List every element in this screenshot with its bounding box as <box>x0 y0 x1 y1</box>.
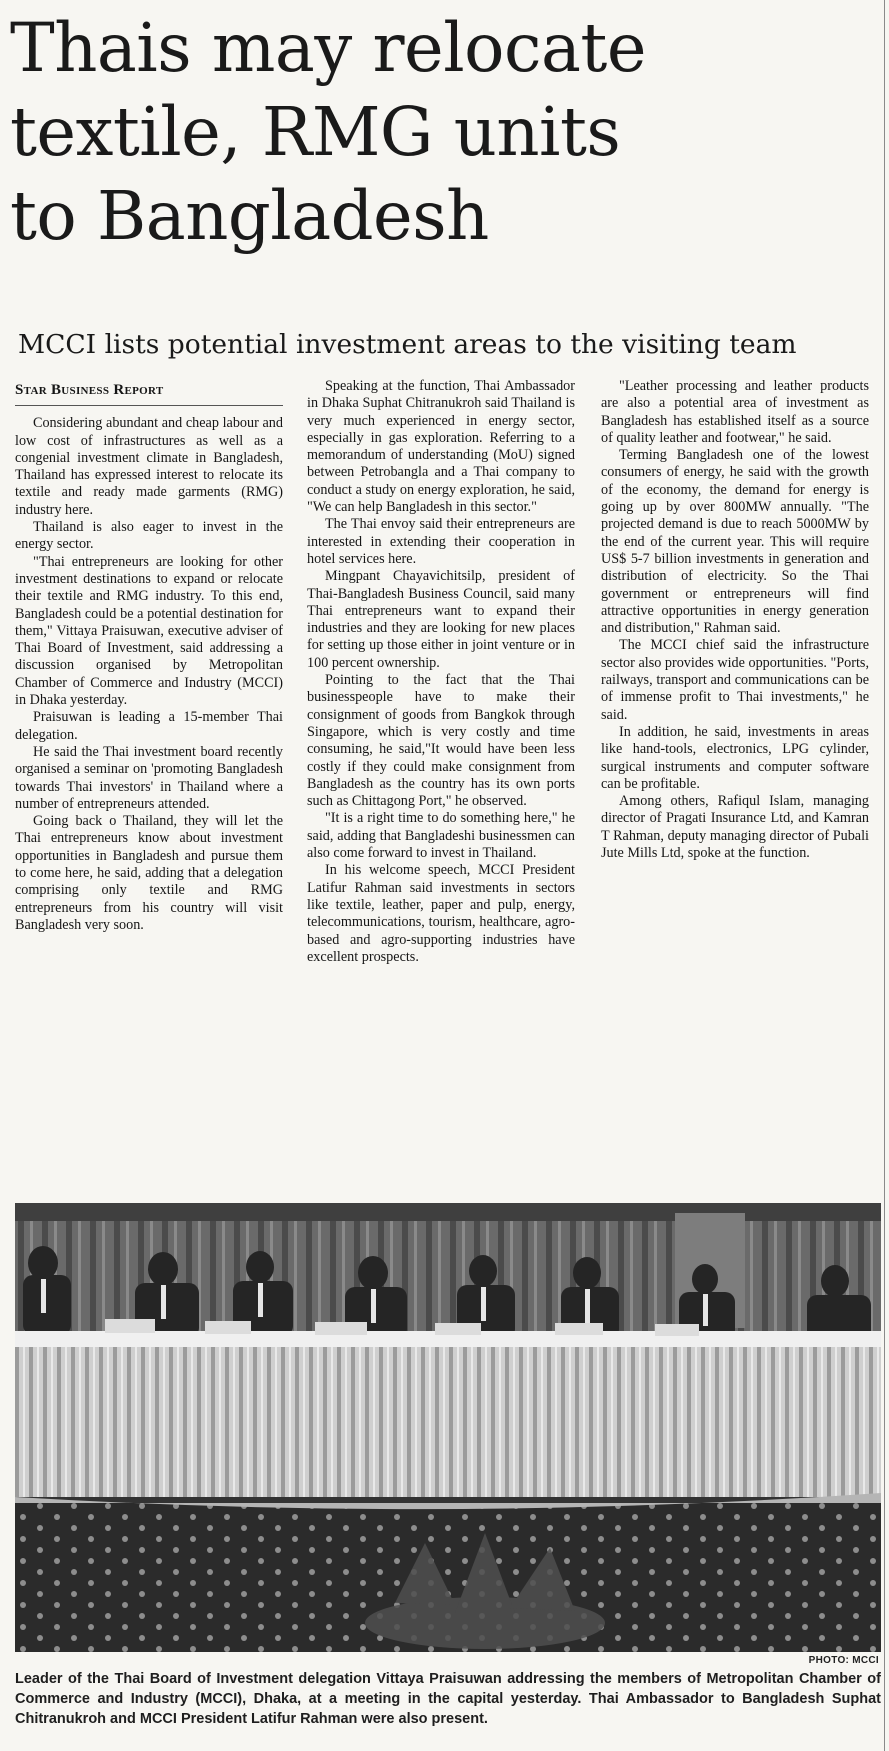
article-paragraph: Praisuwan is leading a 15-member Thai delegation. <box>15 709 283 743</box>
article-paragraph: Going back o Thailand, they will let the Thai entrepreneurs know about investment opportunities in Bangladesh and pursue them to come here, he said, adding that a delegation comprising only textile and RMG entrepreneurs from his country will visit Bangladesh very soon. <box>15 813 283 933</box>
article-paragraph: "It is a right time to do something here," he said, adding that Bangladeshi businessmen can also come forward to invest in Thailand. <box>307 810 575 862</box>
article-paragraph: In his welcome speech, MCCI President Latifur Rahman said investments in sectors like textile, leather, paper and pulp, energy, telecommunications, tourism, healthcare, agro-based and agro-supporting industries have excellent prospects. <box>307 862 575 965</box>
article-paragraph: Terming Bangladesh one of the lowest consumers of energy, he said with the growth of the economy, the demand for energy is going up by over 800MW annually. "The projected demand is due to reach 5000MW by the end of the current year. This will require US$ 5-7 billion investments in generation and distribution of electricity. So the Thai government or entrepreneurs will find attractive opportunities in energy generation and distribution," Rahman said. <box>601 447 869 637</box>
article-paragraph: Speaking at the function, Thai Ambassador in Dhaka Suphat Chitranukroh said Thailand is very much experienced in energy sector, especially in gas exploration. Referring to a memorandum of understanding (MoU) signed between Petrobangla and a Thai company to conduct a study on energy exploration, he said, "We can help Bangladesh in this sector." <box>307 378 575 516</box>
meeting-photo-illustration <box>15 1203 881 1652</box>
article-column-3 <box>601 378 869 862</box>
article-column-1 <box>15 380 283 934</box>
photo-credit: PHOTO: MCCI <box>808 1655 879 1666</box>
article-paragraph: In addition, he said, investments in areas like hand-tools, electronics, LPG cylinder, surgical instruments and computer software can be profitable. <box>601 723 869 792</box>
article-paragraph: "Leather processing and leather products are also a potential area of investment as Bangladesh has established itself as a source of quality leather and footwear," he said. <box>601 378 869 446</box>
article-paragraph: Among others, Rafiqul Islam, managing director of Pragati Insurance Ltd, and Kamran T Rahman, deputy managing director of Pubali Jute Mills Ltd, spoke at the function. <box>601 793 869 862</box>
article-paragraph: Mingpant Chayavichitsilp, president of Thai-Bangladesh Business Council, said many Thai entrepreneurs want to expand their industries and they are looking for new places for setting up those either in joint venture or in 100 percent ownership. <box>307 568 575 671</box>
headline-line-2: textile, RMG units <box>10 93 621 171</box>
meeting-photo <box>15 1203 881 1652</box>
article-column-2 <box>307 378 575 966</box>
headline-line-1: Thais may relocate <box>10 9 647 87</box>
article-paragraph: Thailand is also eager to invest in the energy sector. <box>15 519 283 553</box>
photo-caption: Leader of the Thai Board of Investment delegation Vittaya Praisuwan addressing the members of Metropolitan Chamber of Commerce and Industry (MCCI), Dhaka, at a meeting in the capital yesterday. Thai Ambassador to Bangladesh Suphat Chitranukroh and MCCI President Latifur Rahman were also present. <box>15 1671 881 1727</box>
headline <box>10 6 880 258</box>
article-paragraph: Considering abundant and cheap labour and low cost of infrastructures as well as a congenial investment climate in Bangladesh, Thailand has expressed interest to relocate its textile and ready made garments (RMG) industry here. <box>15 415 283 518</box>
article-paragraph: The Thai envoy said their entrepreneurs are interested in extending their cooperation in hotel services here. <box>307 516 575 567</box>
subheadline: MCCI lists potential investment areas to the visiting team <box>18 329 797 360</box>
byline: Star Business Report <box>15 382 283 406</box>
article-paragraph: The MCCI chief said the infrastructure sector also provides wide opportunities. "Ports, railways, transport and communications can be of immense profit to Thai investments," he said. <box>601 637 869 723</box>
column-rule <box>884 0 885 1751</box>
article-paragraph: Pointing to the fact that the Thai businesspeople have to make their consignment of goods from Bangkok through Singapore, which is very costly and time consuming, he said,"It would have been less costly if they could make consignment from Bangladesh as the country has its own ports such as Chittagong Port," he observed. <box>307 672 575 810</box>
article-paragraph: He said the Thai investment board recently organised a seminar on 'promoting Bangladesh towards Thai investors' in Thailand where a number of entrepreneurs attended. <box>15 743 283 812</box>
article-paragraph: "Thai entrepreneurs are looking for other investment destinations to expand or relocate their textile and RMG industry. To this end, Bangladesh could be a potential destination for them," Vittaya Praisuwan, executive adviser of Thai Board of Investment, said addressing a discussion organised by Metropolitan Chamber of Commerce and Industry (MCCI) in Dhaka yesterday. <box>15 553 283 709</box>
headline-line-3: to Bangladesh <box>10 177 489 255</box>
